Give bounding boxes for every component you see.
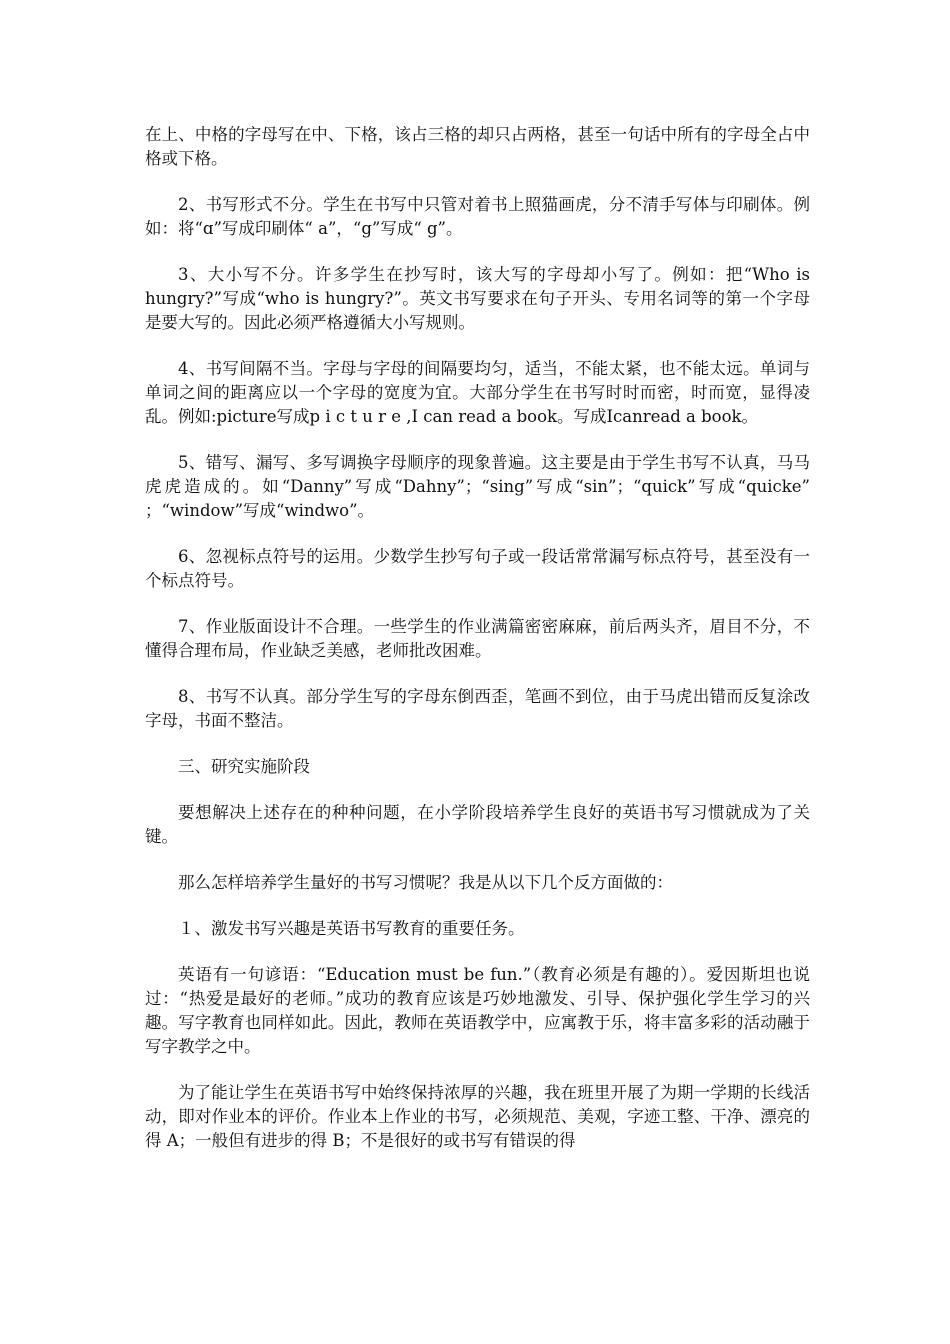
subheading-item-1: １、激发书写兴趣是英语书写教育的重要任务。 xyxy=(178,919,525,938)
paragraph-item-5: 5、错写、漏写、多写调换字母顺序的现象普遍。这主要是由于学生书写不认真，马马虎虎造成的。如“Danny”写成“Dahny”；“sing”写成“sin”；“quick”写成“quicke” ；“window”写成“windwo”。 xyxy=(145,453,810,520)
paragraph-item-3: 3、大小写不分。许多学生在抄写时，该大写的字母却小写了。例如：把“Who is hungry?”写成“who is hungry?”。英文书写要求在句子开头、专用名词等的第一个字母是要大写的。因此必须严格遵循大小写规则。 xyxy=(145,265,810,332)
paragraph-item-4: 4、书写间隔不当。字母与字母的间隔要均匀，适当，不能太紧，也不能太远。单词与单词之间的距离应以一个字母的宽度为宜。大部分学生在书写时时而密，时而宽，显得凌乱。例如:picture写成p i c t u r e ,I can read a book。写成Icanread a book。 xyxy=(145,359,810,426)
paragraph-item-8: 8、书写不认真。部分学生写的字母东倒西歪，笔画不到位，由于马虎出错而反复涂改字母，书面不整洁。 xyxy=(145,687,810,730)
paragraph-item-7: 7、作业版面设计不合理。一些学生的作业满篇密密麻麻，前后两头齐，眉目不分，不懂得合理布局，作业缺乏美感，老师批改困难。 xyxy=(145,617,810,660)
paragraph-item-2: 2、书写形式不分。学生在书写中只管对着书上照猫画虎，分不清手写体与印刷体。例如：将“ɑ”写成印刷体“ a”，“g”写成“ g”。 xyxy=(145,195,810,238)
document-page xyxy=(145,123,810,1153)
section-heading: 三、研究实施阶段 xyxy=(178,757,310,776)
paragraph-item-6: 6、忽视标点符号的运用。少数学生抄写句子或一段话常常漏写标点符号，甚至没有一个标点符号。 xyxy=(145,547,810,590)
paragraph-continuation: 在上、中格的字母写在中、下格，该占三格的却只占两格，甚至一句话中所有的字母全占中格或下格。 xyxy=(145,125,810,168)
paragraph-evaluation: 为了能让学生在英语书写中始终保持浓厚的兴趣，我在班里开展了为期一学期的长线活动，即对作业本的评价。作业本上作业的书写，必须规范、美观，字迹工整、干净、漂亮的得 A；一般但有进步的得 B；不是很好的或书写有错误的得 xyxy=(145,1083,810,1150)
paragraph-proverb: 英语有一句谚语：“Education must be fun.”（教育必须是有趣的）。爱因斯坦也说过：“热爱是最好的老师。”成功的教育应该是巧妙地激发、引导、保护强化学生学习的兴趣。写字教育也同样如此。因此，教师在英语教学中，应寓教于乐，将丰富多彩的活动融于写字教学之中。 xyxy=(145,965,810,1056)
paragraph-intro: 要想解决上述存在的种种问题，在小学阶段培养学生良好的英语书写习惯就成为了关键。 xyxy=(145,803,810,846)
paragraph-question: 那么怎样培养学生量好的书写习惯呢？我是从以下几个反方面做的： xyxy=(178,873,673,892)
